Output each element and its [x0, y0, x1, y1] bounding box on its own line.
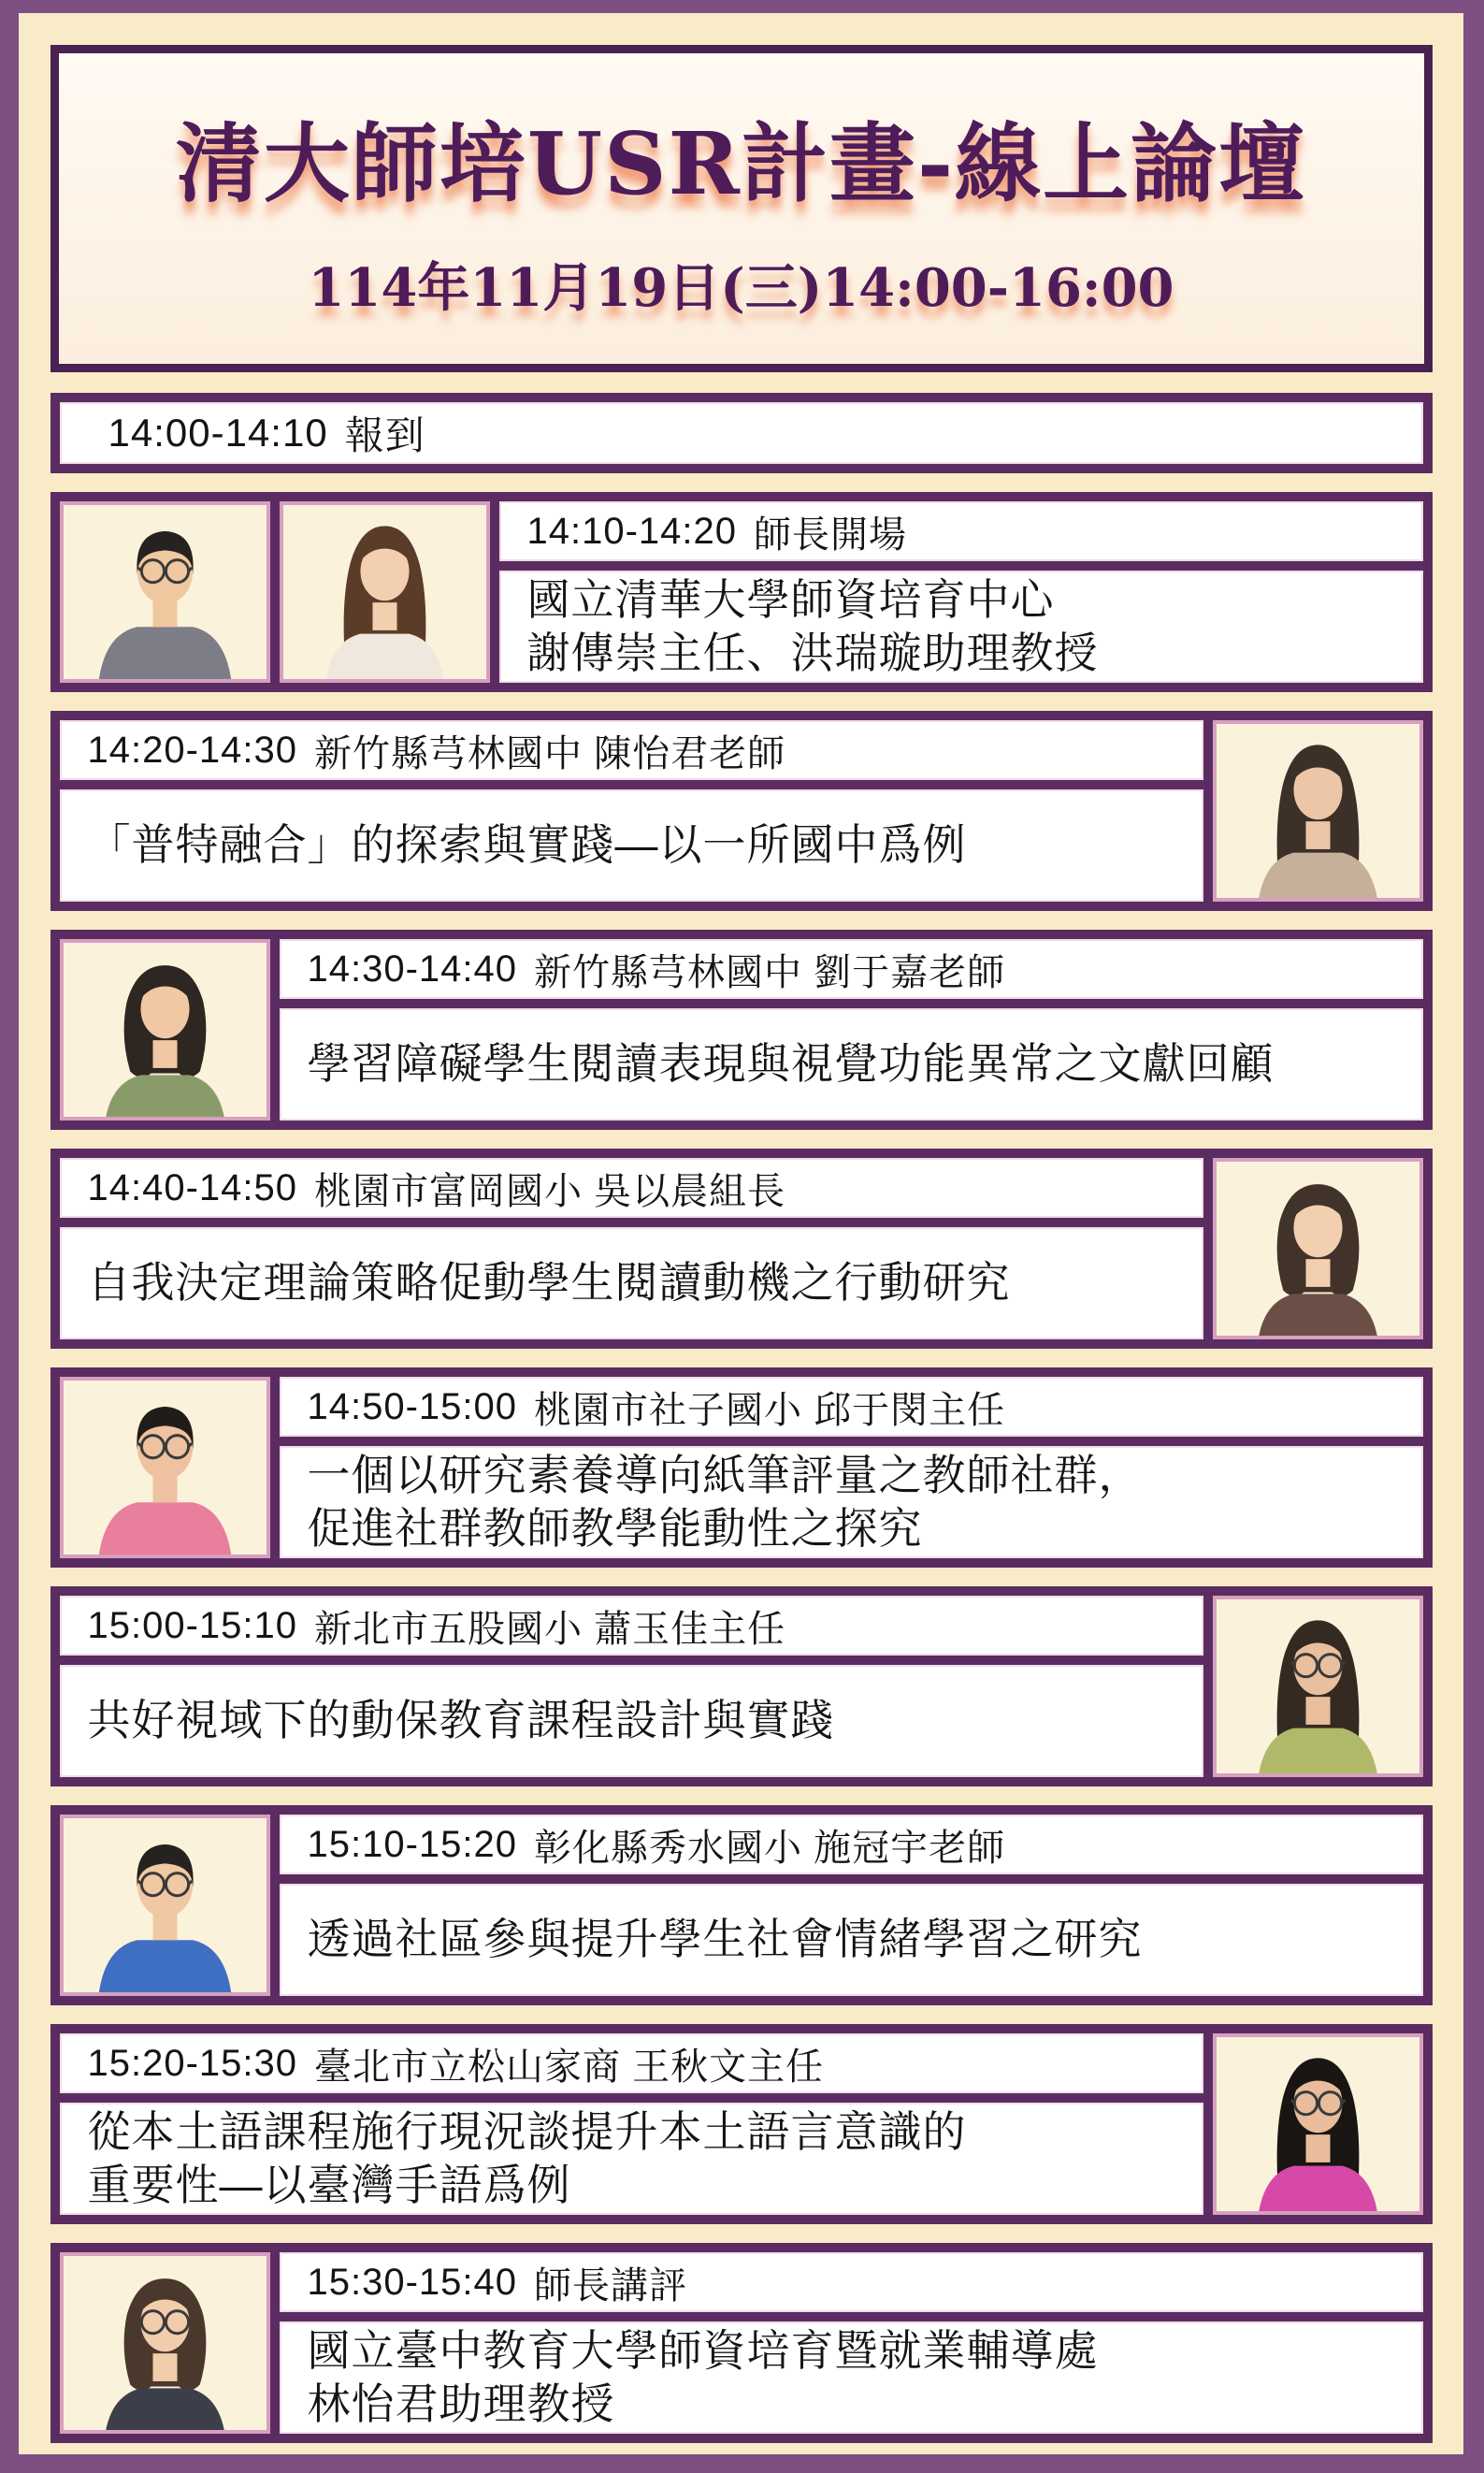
- session-title: 桃園市社子國小 邱于閔主任: [534, 1389, 1006, 1431]
- person-avatar-icon: [64, 2256, 267, 2430]
- person-avatar-icon: [283, 505, 486, 679]
- schedule-row-opening: [50, 492, 1433, 692]
- session-header: [499, 501, 1423, 561]
- session-time: 14:40-14:50: [87, 1166, 298, 1208]
- speaker-photo: [1213, 1596, 1423, 1777]
- speaker-photo: [60, 939, 270, 1121]
- session-header: [280, 939, 1423, 999]
- schedule-row-talk-1: [50, 711, 1433, 911]
- person-avatar-icon: [1217, 724, 1419, 898]
- session-time: 14:00-14:10: [108, 411, 328, 455]
- session-body-line: 國立清華大學師資培育中心: [526, 574, 1055, 624]
- schedule-row-talk-7: [50, 2024, 1433, 2224]
- speaker-photo: [60, 2252, 270, 2434]
- session-time: 15:30-15:40: [307, 2261, 518, 2303]
- session-header: [280, 2252, 1423, 2312]
- session-header: [60, 402, 1423, 464]
- speaker-photo: [60, 1377, 270, 1558]
- session-body-line: 學習障礙學生閱讀表現與視覺功能異常之文獻回顧: [307, 1039, 1275, 1089]
- schedule-row-closing: [50, 2243, 1433, 2443]
- session-title: 師長講評: [534, 2264, 688, 2307]
- session-body: [280, 1008, 1423, 1121]
- session-time: 15:00-15:10: [87, 1604, 298, 1646]
- speaker-photo: [1213, 2033, 1423, 2215]
- session-body-line: 促進社群教師教學能動性之探究: [307, 1504, 923, 1553]
- session-body: [499, 571, 1423, 683]
- session-time: 14:30-14:40: [307, 947, 518, 990]
- speaker-photo: [1213, 720, 1423, 902]
- session-body: [280, 2321, 1423, 2434]
- session-body-line: 從本土語課程施行現況談提升本土語言意識的: [87, 2106, 967, 2156]
- session-title: 師長開場: [754, 513, 908, 556]
- person-avatar-icon: [1217, 2037, 1419, 2211]
- poster-datetime: 114年11月19日(三)14:00-16:00: [308, 257, 1174, 319]
- schedule-row-talk-6: [50, 1805, 1433, 2005]
- schedule-row-talk-2: [50, 930, 1433, 1130]
- session-header: [60, 720, 1203, 780]
- speaker-photo: [1213, 1158, 1423, 1339]
- person-avatar-icon: [64, 943, 267, 1117]
- session-body-line: 謝傳崇主任、洪瑞璇助理教授: [526, 629, 1099, 677]
- session-body: [60, 1665, 1203, 1777]
- schedule-row-checkin: [50, 393, 1433, 473]
- person-avatar-icon: [64, 1381, 267, 1555]
- session-time: 14:10-14:20: [526, 510, 738, 552]
- session-body-line: 林怡君助理教授: [307, 2379, 615, 2428]
- person-avatar-icon: [64, 505, 267, 679]
- session-body-line: 共好視域下的動保教育課程設計與實踐: [87, 1696, 835, 1745]
- poster-background: [19, 13, 1463, 2454]
- session-title: 新竹縣芎林國中 陳怡君老師: [314, 732, 786, 774]
- person-avatar-icon: [64, 1818, 267, 1992]
- session-time: 15:20-15:30: [87, 2042, 298, 2084]
- session-header: [60, 2033, 1203, 2093]
- poster-title: 清大師培USR計畫-線上論壇: [175, 113, 1307, 214]
- schedule-row-talk-3: [50, 1149, 1433, 1349]
- session-body-line: 自我決定理論策略促動學生閱讀動機之行動研究: [87, 1258, 1011, 1308]
- session-time: 14:50-15:00: [307, 1385, 518, 1427]
- session-title: 臺北市立松山家商 王秋文主任: [314, 2046, 825, 2088]
- session-body: [60, 789, 1203, 902]
- session-body-line: 國立臺中教育大學師資培育暨就業輔導處: [307, 2325, 1099, 2375]
- person-avatar-icon: [1217, 1599, 1419, 1773]
- speaker-photo: [280, 501, 490, 683]
- session-body: [280, 1446, 1423, 1558]
- session-header: [280, 1377, 1423, 1437]
- person-avatar-icon: [1217, 1162, 1419, 1336]
- schedule-row-talk-5: [50, 1586, 1433, 1786]
- session-body: [60, 2103, 1203, 2215]
- session-body-line: 「普特融合」的探索與實踐—以一所國中爲例: [87, 820, 967, 870]
- session-body-line: 透過社區參與提升學生社會情緒學習之研究: [307, 1915, 1143, 1964]
- session-header: [60, 1596, 1203, 1656]
- session-body: [60, 1227, 1203, 1339]
- header-box: [50, 45, 1433, 372]
- session-title: 彰化縣秀水國小 施冠宇老師: [534, 1827, 1006, 1869]
- session-body-line: 一個以研究素養導向紙筆評量之教師社群，: [307, 1450, 1143, 1499]
- speaker-photo: [60, 1815, 270, 1996]
- session-title: 報到: [344, 413, 425, 457]
- session-header: [280, 1815, 1423, 1874]
- session-header: [60, 1158, 1203, 1218]
- session-time: 15:10-15:20: [307, 1823, 518, 1865]
- session-body-line: 重要性—以臺灣手語爲例: [87, 2161, 571, 2209]
- speaker-photo: [60, 501, 270, 683]
- session-title: 桃園市富岡國小 吳以晨組長: [314, 1170, 786, 1212]
- session-title: 新北市五股國小 蕭玉佳主任: [314, 1608, 786, 1650]
- session-time: 14:20-14:30: [87, 729, 298, 771]
- session-title: 新竹縣芎林國中 劉于嘉老師: [534, 951, 1006, 993]
- schedule-row-talk-4: [50, 1367, 1433, 1568]
- session-body: [280, 1884, 1423, 1996]
